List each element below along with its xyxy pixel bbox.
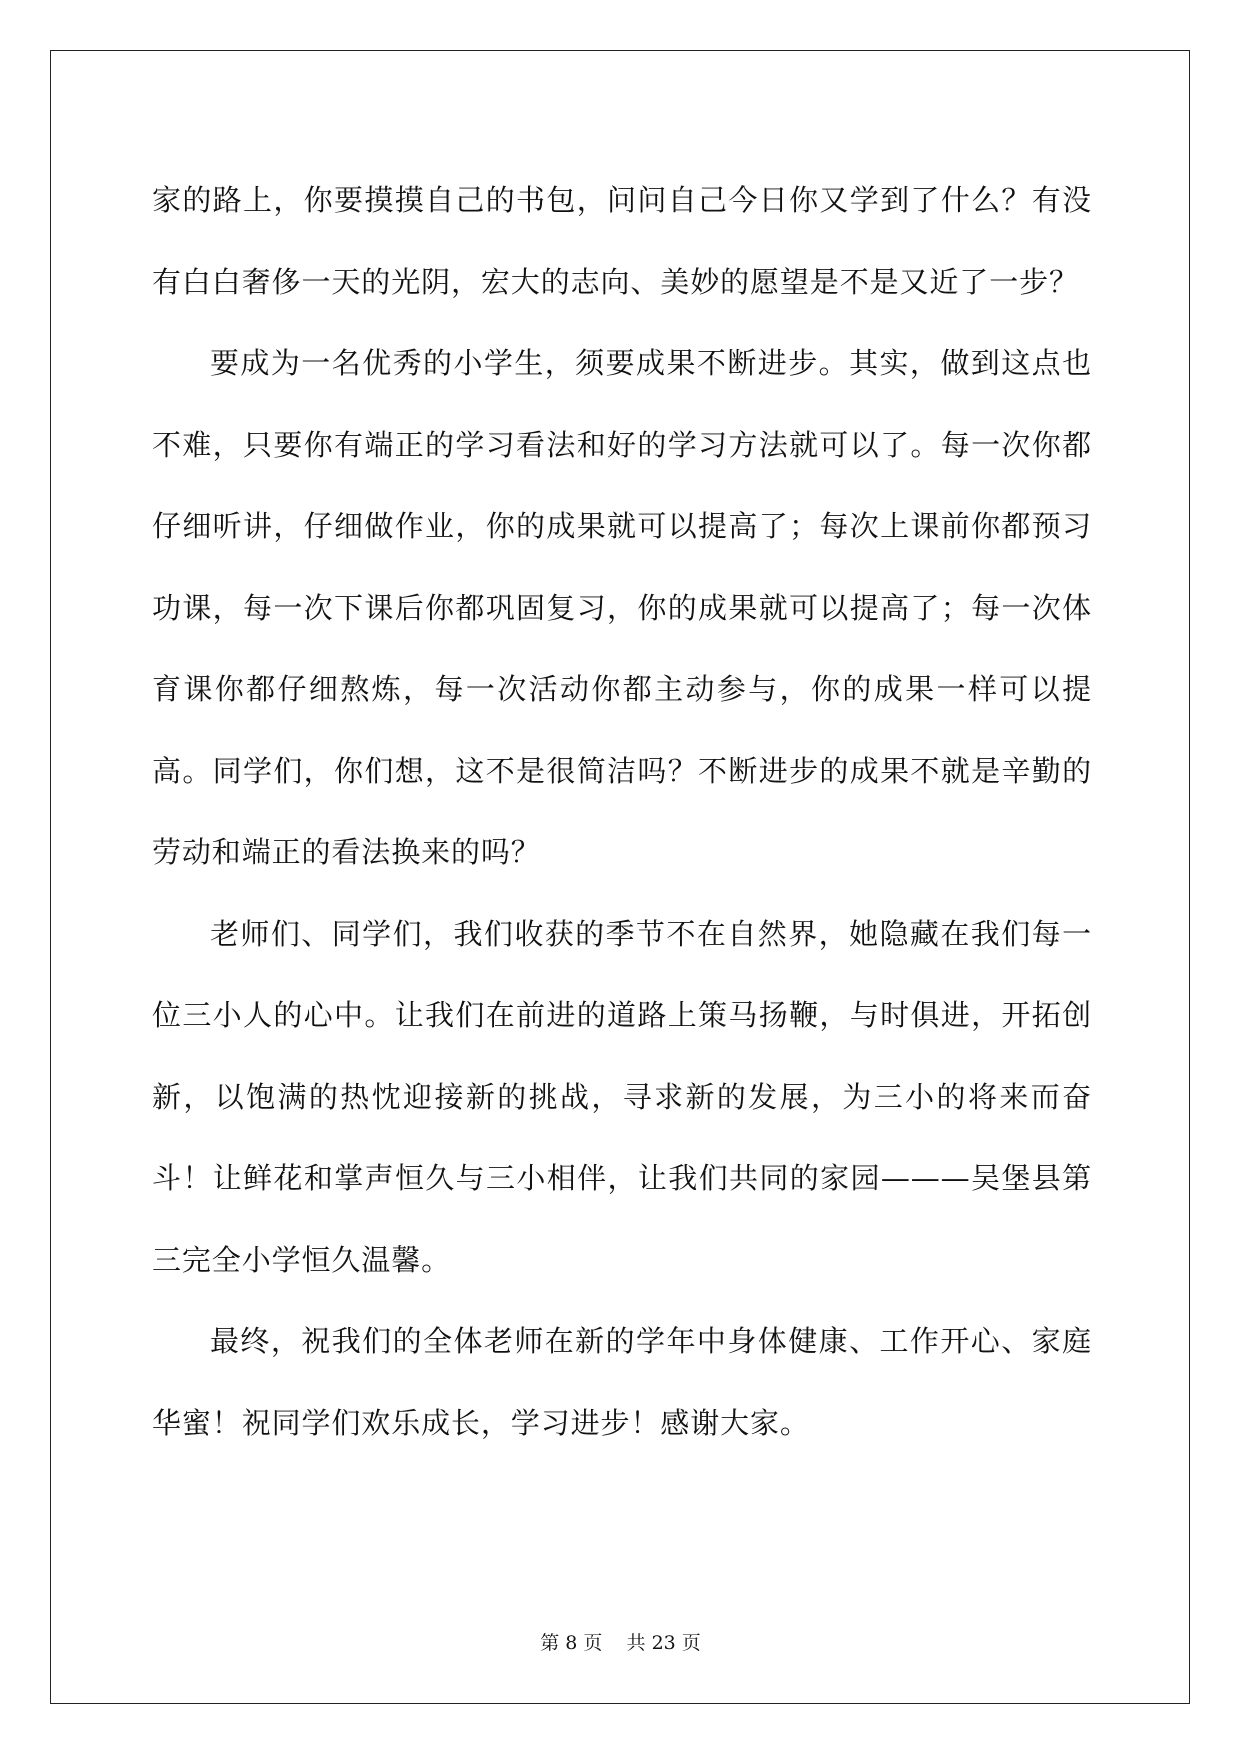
page-number: 第 8 页 共 23 页 <box>540 1632 701 1654</box>
paragraph-2: 要成为一名优秀的小学生，须要成果不断进步。其实，做到这点也不难，只要你有端正的学习看法和好的学习方法就可以了。每一次你都仔细听讲，仔细做作业，你的成果就可以提高了；每次上课前你都预习功课，每一次下课后你都巩固复习，你的成果就可以提高了；每一次体育课你都仔细熬炼，每一次活动你都主动参与，你的成果一样可以提高。同学们，你们想，这不是很简洁吗？不断进步的成果不就是辛勤的劳动和端正的看法换来的吗？ <box>152 346 1092 869</box>
document-body <box>152 160 1092 1464</box>
paragraph-1: 家的路上，你要摸摸自己的书包，问问自己今日你又学到了什么？有没有白白奢侈一天的光阴，宏大的志向、美妙的愿望是不是又近了一步？ <box>152 183 1092 299</box>
paragraph-4: 最终，祝我们的全体老师在新的学年中身体健康、工作开心、家庭华蜜！祝同学们欢乐成长，学习进步！感谢大家。 <box>152 1324 1092 1440</box>
paragraph-3: 老师们、同学们，我们收获的季节不在自然界，她隐藏在我们每一位三小人的心中。让我们在前进的道路上策马扬鞭，与时俱进，开拓创新，以饱满的热忱迎接新的挑战，寻求新的发展，为三小的将来而奋斗！让鲜花和掌声恒久与三小相伴，让我们共同的家园———吴堡县第三完全小学恒久温馨。 <box>152 916 1092 1277</box>
page-footer <box>0 1628 1241 1655</box>
